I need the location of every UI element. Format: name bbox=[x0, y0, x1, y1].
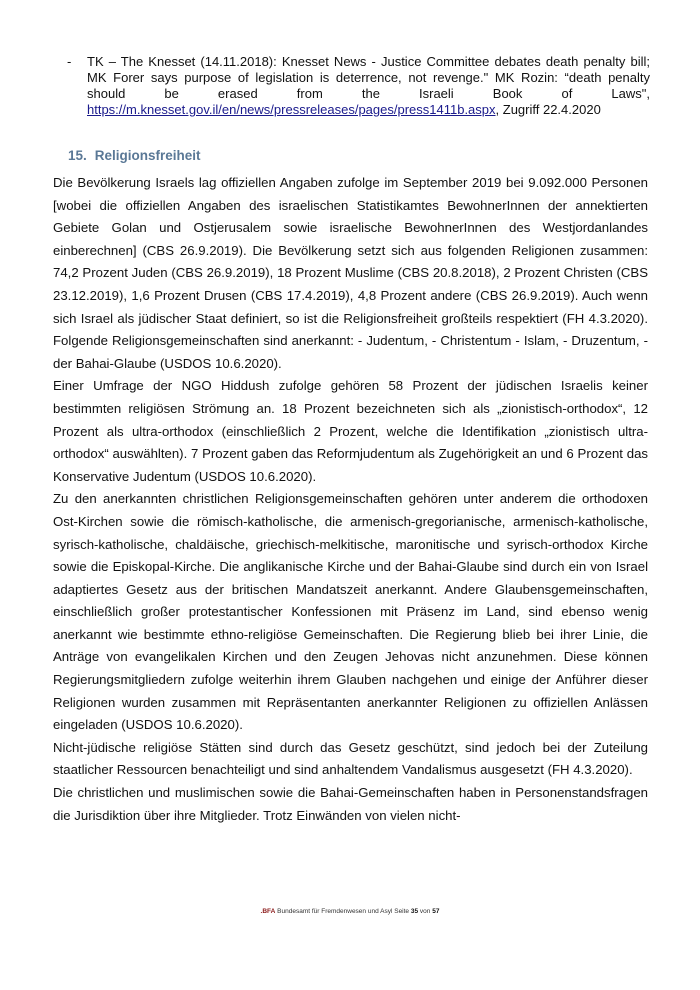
reference-link[interactable]: https://m.knesset.gov.il/en/news/pressreleases/pages/press1411b.aspx bbox=[87, 102, 496, 117]
reference-text bbox=[87, 54, 650, 118]
paragraph-hiddush-survey: Einer Umfrage der NGO Hiddush zufolge gehören 58 Prozent der jüdischen Israelis keiner bestimmten religiösen Strömung an. 18 Prozent bezeichneten sich als „zionistisch-orthodox“, 12 Prozent als ultra-orthodox (einschließlich 2 Prozent, welche die Identifikation „zionistisch ultra-orthodox“ auswählten). 7 Prozent gaben das Reformjudentum als Zugehörigkeit an und 6 Prozent das Konservative Judentum (USDOS 10.6.2020). bbox=[53, 378, 648, 484]
paragraph-religious-sites: Nicht-jüdische religiöse Stätten sind durch das Gesetz geschützt, sind jedoch bei der Zuteilung staatlicher Ressourcen benachteiligt und sind anhaltendem Vandalismus ausgesetzt (FH 4.3.2020). bbox=[53, 739, 648, 778]
section-number: 15. bbox=[68, 148, 87, 163]
footer-org: Bundesamt für Fremdenwesen und Asyl bbox=[277, 908, 393, 915]
section-title: Religionsfreiheit bbox=[94, 148, 201, 163]
reference-item bbox=[62, 54, 650, 118]
section-body bbox=[53, 172, 648, 827]
reference-list bbox=[62, 54, 650, 118]
footer-page-label: Seite bbox=[394, 908, 410, 915]
section-heading bbox=[68, 146, 201, 166]
page-footer bbox=[0, 907, 700, 917]
paragraph-jurisdiction: Die christlichen und muslimischen sowie die Bahai-Gemeinschaften haben in Personenstandsfragen die Jurisdiktion über ihre Mitglieder. Trotz Einwänden von vielen nicht- bbox=[53, 785, 648, 823]
reference-citation: TK – The Knesset (14.11.2018): Knesset News - Justice Committee debates death penalty bill; MK Forer says purpose of legislation is deterrence, not revenge." MK Rozin: “death penalty should be erased from the Israeli Book of Laws", bbox=[87, 54, 650, 101]
bfa-logo: .BFA bbox=[260, 908, 276, 915]
footer-page-current: 35 bbox=[410, 908, 419, 915]
reference-access-date: , Zugriff 22.4.2020 bbox=[495, 102, 601, 117]
footer-page-total: 57 bbox=[432, 908, 440, 915]
paragraph-population: Die Bevölkerung Israels lag offiziellen Angaben zufolge im September 2019 bei 9.092.000 Personen [wobei die offiziellen Angaben des israelischen Statistikamtes BewohnerInnen der annektierten Gebiete Golan und Ostjerusalem sowie israelische BewohnerInnen des Westjordanlandes einberechnen] (CBS 26.9.2019). Die Bevölkerung setzt sich aus folgenden Religionen zusammen: 74,2 Prozent Juden (CBS 26.9.2019), 18 Prozent Muslime (CBS 20.8.2018), 2 Prozent Christen (CBS 23.12.2019), 1,6 Prozent Drusen (CBS 17.4.2019), 4,8 Prozent andere (CBS 26.9.2019). Auch wenn sich Israel als jüdischer Staat definiert, so ist die Religionsfreiheit großteils respektiert (FH 4.3.2020). Folgende Religionsgemeinschaften sind anerkannt: - Judentum, - Christentum - Islam, - Druzentum, - der Bahai-Glaube (USDOS 10.6.2020). bbox=[53, 175, 648, 371]
footer-page-sep: von bbox=[419, 908, 431, 915]
bullet-dash: - bbox=[67, 54, 72, 69]
paragraph-christian-communities: Zu den anerkannten christlichen Religionsgemeinschaften gehören unter anderem die orthodoxen Ost-Kirchen sowie die römisch-katholische, die armenisch-gregorianische, armenisch-katholische, syrisch-katholische, chaldäische, griechisch-melkitische, maronitische und syrisch-orthodox Kirche sowie die Episkopal-Kirche. Die anglikanische Kirche und der Bahai-Glaube sind durch ein von Israel adaptiertes Gesetz aus der britischen Mandatszeit anerkannt. Andere Glaubensgemeinschaften, einschließlich großer protestantischer Konfessionen mit Präsenz im Land, sind ebenso wenig anerkannt wie bestimmte ethno-religiöse Gemeinschaften. Die Regierung blieb bei ihrer Linie, die Anträge von evangelikalen Kirchen und den Zeugen Jehovas nicht anzunehmen. Diese können Regierungsmitgliedern zufolge weiterhin ihrem Glauben nachgehen und einige der Anführer dieser Religionen wurden zusammen mit Repräsentanten anerkannter Religionen zu offiziellen Anlässen eingeladen (USDOS 10.6.2020). bbox=[53, 491, 648, 733]
